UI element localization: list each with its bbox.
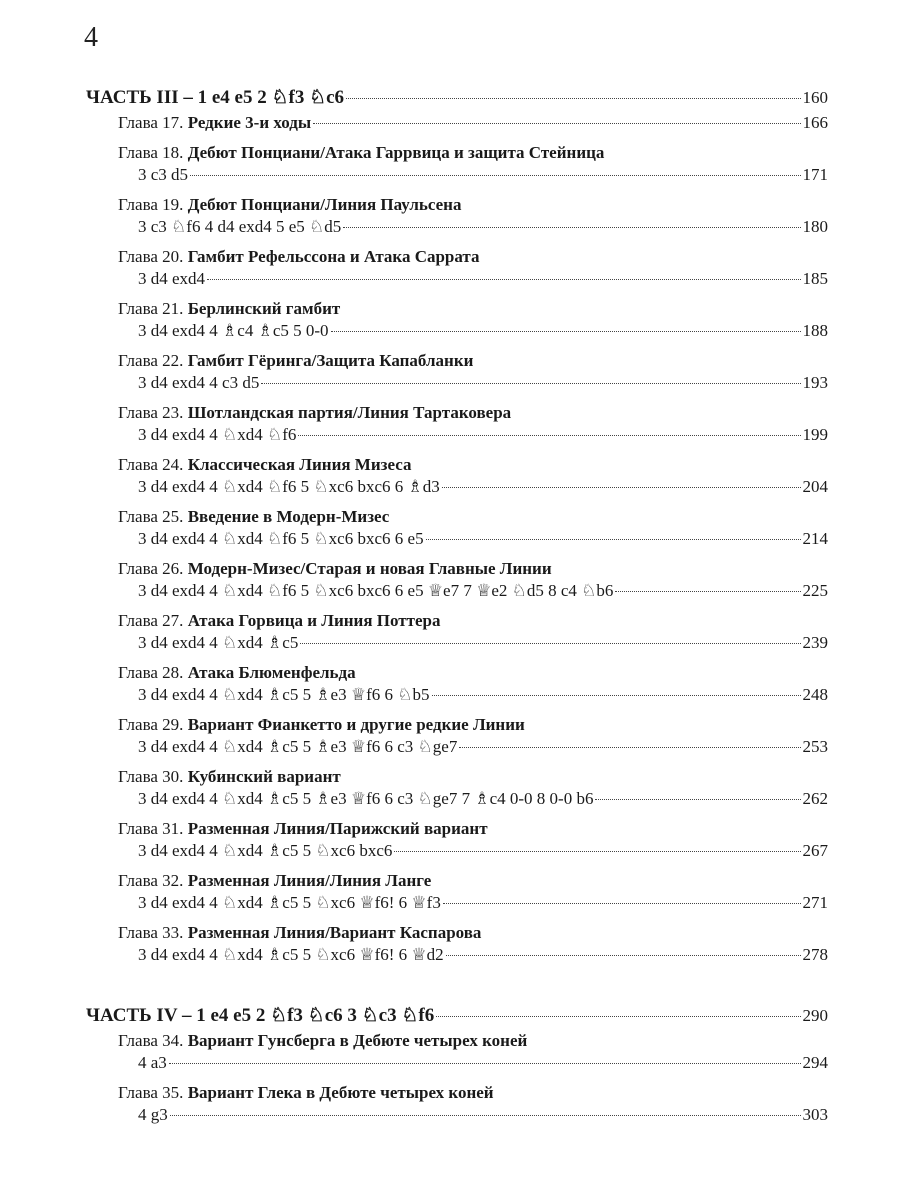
toc-chapter-26[interactable]	[86, 558, 828, 602]
chapter-name: Гамбит Рефельссона и Атака Саррата	[187, 247, 480, 266]
page-ref: 166	[802, 113, 828, 132]
toc-part-3[interactable]	[86, 86, 828, 110]
toc-chapter-17[interactable]	[86, 112, 828, 134]
chapter-label: Глава 34.	[118, 1031, 184, 1050]
toc-chapter-19[interactable]	[86, 194, 828, 238]
page-ref: 278	[802, 945, 828, 964]
page-ref: 271	[802, 893, 828, 912]
chapter-moves: 3 d4 exd4 4 ♘xd4 ♘f6 5 ♘xc6 bxc6 6 e5	[138, 529, 424, 548]
dot-leader	[343, 227, 800, 228]
dot-leader	[426, 539, 801, 540]
dot-leader	[446, 955, 801, 956]
toc-chapter-21[interactable]	[86, 298, 828, 342]
chapter-moves: 3 c3 d5	[138, 165, 189, 184]
chapter-name: Гамбит Гёринга/Защита Капабланки	[187, 351, 474, 370]
chapter-moves: 4 a3	[138, 1053, 167, 1072]
toc-chapter-25[interactable]	[86, 506, 828, 550]
chapter-moves: 4 g3	[138, 1105, 168, 1124]
chapter-label: Глава 35.	[118, 1083, 184, 1102]
chapter-moves: 3 d4 exd4 4 ♘xd4 ♘f6 5 ♘xc6 bxc6 6 ♗d3	[138, 477, 440, 496]
table-of-contents	[86, 86, 828, 1126]
page-ref: 248	[802, 685, 828, 704]
chapter-name: Шотландская партия/Линия Тартаковера	[187, 403, 512, 422]
page-ref: 239	[802, 633, 828, 652]
dot-leader	[261, 383, 800, 384]
page-ref: 185	[802, 269, 828, 288]
chapter-label: Глава 24.	[118, 455, 184, 474]
toc-chapter-30[interactable]	[86, 766, 828, 810]
chapter-label: Глава 30.	[118, 767, 184, 786]
chapter-moves: 3 d4 exd4 4 ♗c4 ♗c5 5 0-0	[138, 321, 329, 340]
page-ref: 214	[802, 529, 828, 548]
chapter-moves: 3 d4 exd4	[138, 269, 206, 288]
chapter-label: Глава 33.	[118, 923, 184, 942]
page-ref: 199	[802, 425, 828, 444]
toc-chapter-18[interactable]	[86, 142, 828, 186]
page-ref: 303	[802, 1105, 828, 1124]
chapter-name: Кубинский вариант	[187, 767, 341, 786]
dot-leader	[432, 695, 801, 696]
chapter-name: Разменная Линия/Вариант Каспарова	[187, 923, 482, 942]
chapter-label: Глава 19.	[118, 195, 184, 214]
chapter-label: Глава 20.	[118, 247, 184, 266]
chapter-name: Введение в Модерн-Мизес	[187, 507, 390, 526]
chapter-label: Глава 32.	[118, 871, 184, 890]
page-ref: 180	[802, 217, 828, 236]
chapter-label: Глава 28.	[118, 663, 184, 682]
chapter-name: Классическая Линия Мизеса	[187, 455, 412, 474]
chapter-moves: 3 d4 exd4 4 ♘xd4 ♗c5 5 ♘xc6 ♕f6! 6 ♕d2	[138, 945, 444, 964]
chapter-name: Вариант Гунсберга в Дебюте четырех коней	[187, 1031, 528, 1050]
chapter-moves: 3 c3 ♘f6 4 d4 exd4 5 e5 ♘d5	[138, 217, 342, 236]
part-title: ЧАСТЬ III – 1 e4 e5 2 ♘f3 ♘c6	[86, 87, 345, 108]
chapter-name: Разменная Линия/Линия Ланге	[187, 871, 432, 890]
toc-chapter-27[interactable]	[86, 610, 828, 654]
page-ref: 160	[802, 88, 828, 107]
toc-chapter-35[interactable]	[86, 1082, 828, 1126]
toc-chapter-24[interactable]	[86, 454, 828, 498]
page-ref: 171	[802, 165, 828, 184]
chapter-moves: 3 d4 exd4 4 ♘xd4 ♗c5 5 ♗e3 ♕f6 6 c3 ♘ge7	[138, 737, 458, 756]
toc-chapter-32[interactable]	[86, 870, 828, 914]
page-ref: 225	[802, 581, 828, 600]
page-ref: 294	[802, 1053, 828, 1072]
dot-leader	[207, 279, 800, 280]
dot-leader	[346, 98, 800, 99]
dot-leader	[190, 175, 800, 176]
toc-chapter-22[interactable]	[86, 350, 828, 394]
chapter-name: Разменная Линия/Парижский вариант	[187, 819, 488, 838]
chapter-moves: 3 d4 exd4 4 ♘xd4 ♗c5 5 ♘xc6 bxc6	[138, 841, 393, 860]
page-ref: 262	[802, 789, 828, 808]
toc-chapter-33[interactable]	[86, 922, 828, 966]
page-ref: 193	[802, 373, 828, 392]
chapter-name: Атака Блюменфельда	[187, 663, 356, 682]
toc-chapter-28[interactable]	[86, 662, 828, 706]
chapter-label: Глава 23.	[118, 403, 184, 422]
chapter-moves: 3 d4 exd4 4 ♘xd4 ♗c5 5 ♗e3 ♕f6 6 c3 ♘ge7 7 ♗c4 0-0 8 0-0 b6	[138, 789, 594, 808]
dot-leader	[300, 643, 800, 644]
chapter-name: Вариант Фианкетто и другие редкие Линии	[187, 715, 525, 734]
dot-leader	[298, 435, 800, 436]
chapter-name: Вариант Глека в Дебюте четырех коней	[187, 1083, 494, 1102]
dot-leader	[615, 591, 800, 592]
chapter-moves: 3 d4 exd4 4 ♘xd4 ♘f6 5 ♘xc6 bxc6 6 e5 ♕e7 7 ♕e2 ♘d5 8 c4 ♘b6	[138, 581, 614, 600]
chapter-label: Глава 25.	[118, 507, 184, 526]
chapter-name: Дебют Понциани/Линия Паульсена	[187, 195, 462, 214]
chapter-name: Берлинский гамбит	[187, 299, 341, 318]
part-title: ЧАСТЬ IV – 1 e4 e5 2 ♘f3 ♘c6 3 ♘c3 ♘f6	[86, 1005, 435, 1026]
dot-leader	[169, 1063, 801, 1064]
page-number: 4	[84, 22, 98, 53]
page-ref: 204	[802, 477, 828, 496]
chapter-moves: 3 d4 exd4 4 c3 d5	[138, 373, 260, 392]
chapter-label: Глава 31.	[118, 819, 184, 838]
dot-leader	[313, 123, 800, 124]
dot-leader	[170, 1115, 801, 1116]
chapter-label: Глава 21.	[118, 299, 184, 318]
dot-leader	[443, 903, 801, 904]
chapter-label: Глава 17.	[118, 113, 184, 132]
chapter-name: Атака Горвица и Линия Поттера	[187, 611, 441, 630]
dot-leader	[459, 747, 800, 748]
chapter-moves: 3 d4 exd4 4 ♘xd4 ♗c5	[138, 633, 299, 652]
chapter-name: Дебют Понциани/Атака Гаррвица и защита Стейница	[187, 143, 605, 162]
page-ref: 267	[802, 841, 828, 860]
chapter-moves: 3 d4 exd4 4 ♘xd4 ♘f6	[138, 425, 297, 444]
chapter-label: Глава 29.	[118, 715, 184, 734]
dot-leader	[331, 331, 801, 332]
chapter-moves: 3 d4 exd4 4 ♘xd4 ♗c5 5 ♗e3 ♕f6 6 ♘b5	[138, 685, 430, 704]
toc-chapter-29[interactable]	[86, 714, 828, 758]
dot-leader	[595, 799, 800, 800]
chapter-label: Глава 27.	[118, 611, 184, 630]
page-ref: 253	[802, 737, 828, 756]
toc-part-4[interactable]	[86, 1004, 828, 1028]
chapter-label: Глава 18.	[118, 143, 184, 162]
page-ref: 188	[802, 321, 828, 340]
page-ref: 290	[802, 1006, 828, 1025]
chapter-name: Модерн-Мизес/Старая и новая Главные Линии	[187, 559, 552, 578]
chapter-label: Глава 26.	[118, 559, 184, 578]
dot-leader	[442, 487, 801, 488]
toc-chapter-31[interactable]	[86, 818, 828, 862]
dot-leader	[436, 1016, 800, 1017]
toc-chapter-34[interactable]	[86, 1030, 828, 1074]
toc-chapter-23[interactable]	[86, 402, 828, 446]
chapter-name: Редкие 3-и ходы	[187, 113, 312, 132]
dot-leader	[394, 851, 800, 852]
chapter-moves: 3 d4 exd4 4 ♘xd4 ♗c5 5 ♘xc6 ♕f6! 6 ♕f3	[138, 893, 441, 912]
toc-chapter-20[interactable]	[86, 246, 828, 290]
chapter-label: Глава 22.	[118, 351, 184, 370]
